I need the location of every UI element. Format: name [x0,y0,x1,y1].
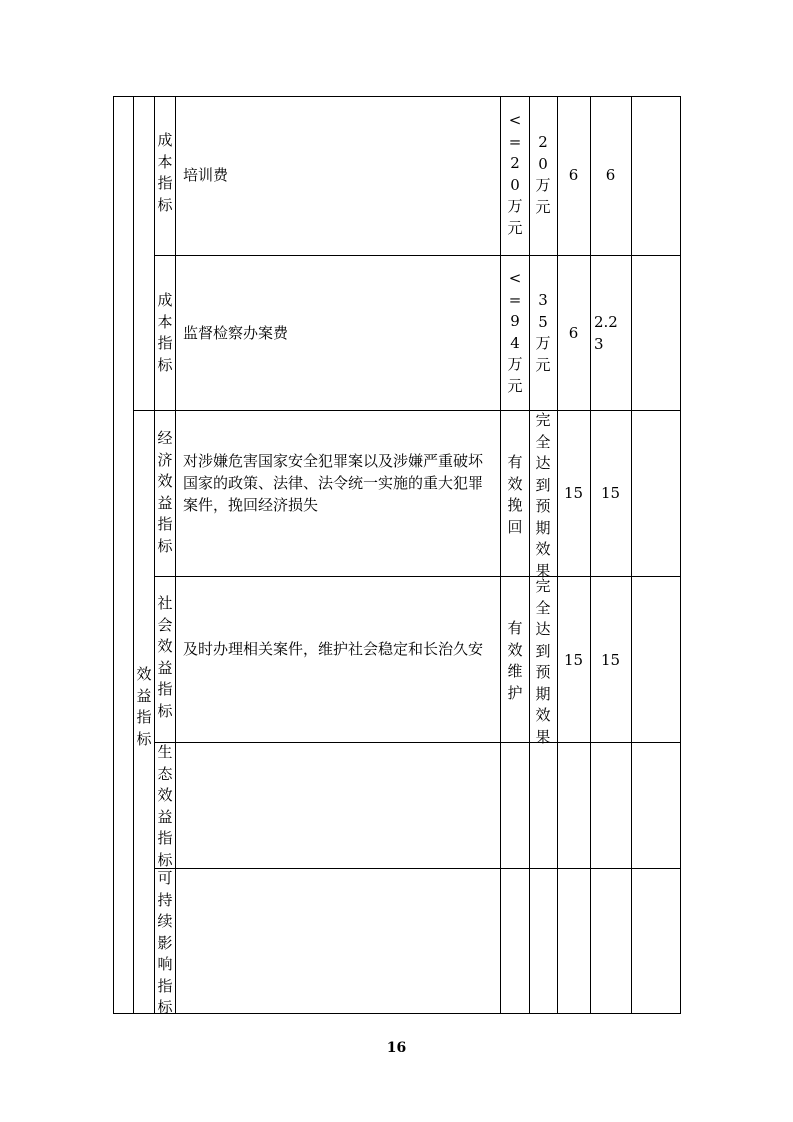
sub-category-label: 经济效益指标 [157,429,173,555]
category-benefit-label: 效益指标 [136,665,152,748]
table-border-top [113,96,681,97]
column-divider [590,96,591,1014]
row-divider [154,742,681,743]
score-weight-cell: 6 [568,324,579,342]
actual-value-cell: 35万元 [535,291,551,374]
score-cell: 15 [600,484,621,502]
row-divider [154,576,681,577]
row-divider [154,255,681,256]
sub-category-label: 社会效益指标 [157,594,173,720]
column-divider [500,96,501,1014]
score-weight-cell: 6 [568,166,579,184]
performance-table [113,96,681,1014]
content-cell: 监督检察办案费 [183,324,289,342]
column-divider [175,96,176,1014]
actual-value-cell: 20万元 [535,133,551,216]
actual-value-cell: 完全达到预期效果 [535,411,551,580]
score-cell: 2.23 [594,313,618,353]
table-border-right [680,96,681,1014]
score-cell: 6 [605,166,616,184]
content-cell: 及时办理相关案件，维护社会稳定和长治久安 [183,640,484,658]
table-border-bottom [113,1013,681,1014]
index-value-cell: 有效挽回 [507,453,523,536]
index-value-cell: <=20万元 [507,111,523,237]
content-cell: 培训费 [183,166,229,184]
column-divider [557,96,558,1014]
column-divider [529,96,530,1014]
sub-category-label: 成本指标 [157,131,173,214]
score-weight-cell: 15 [563,484,584,502]
column-divider [133,96,134,1014]
column-divider [154,96,155,1014]
sub-category-label: 生态效益指标 [157,743,173,869]
sub-category-label: 可持续影响指标 [157,869,173,1016]
score-cell: 15 [600,651,621,669]
content-cell: 对涉嫌危害国家安全犯罪案以及涉嫌严重破坏国家的政策、法律、法令统一实施的重大犯罪案件，挽回经济损失 [183,452,484,514]
actual-value-cell: 完全达到预期效果 [535,577,551,746]
index-value-cell: 有效维护 [507,619,523,702]
page-number: 16 [386,1040,407,1056]
index-value-cell: <=94万元 [507,269,523,395]
sub-category-label: 成本指标 [157,291,173,374]
row-divider [154,868,681,869]
score-weight-cell: 15 [563,651,584,669]
table-border-left [113,96,114,1014]
row-divider [133,410,681,411]
column-divider [631,96,632,1014]
